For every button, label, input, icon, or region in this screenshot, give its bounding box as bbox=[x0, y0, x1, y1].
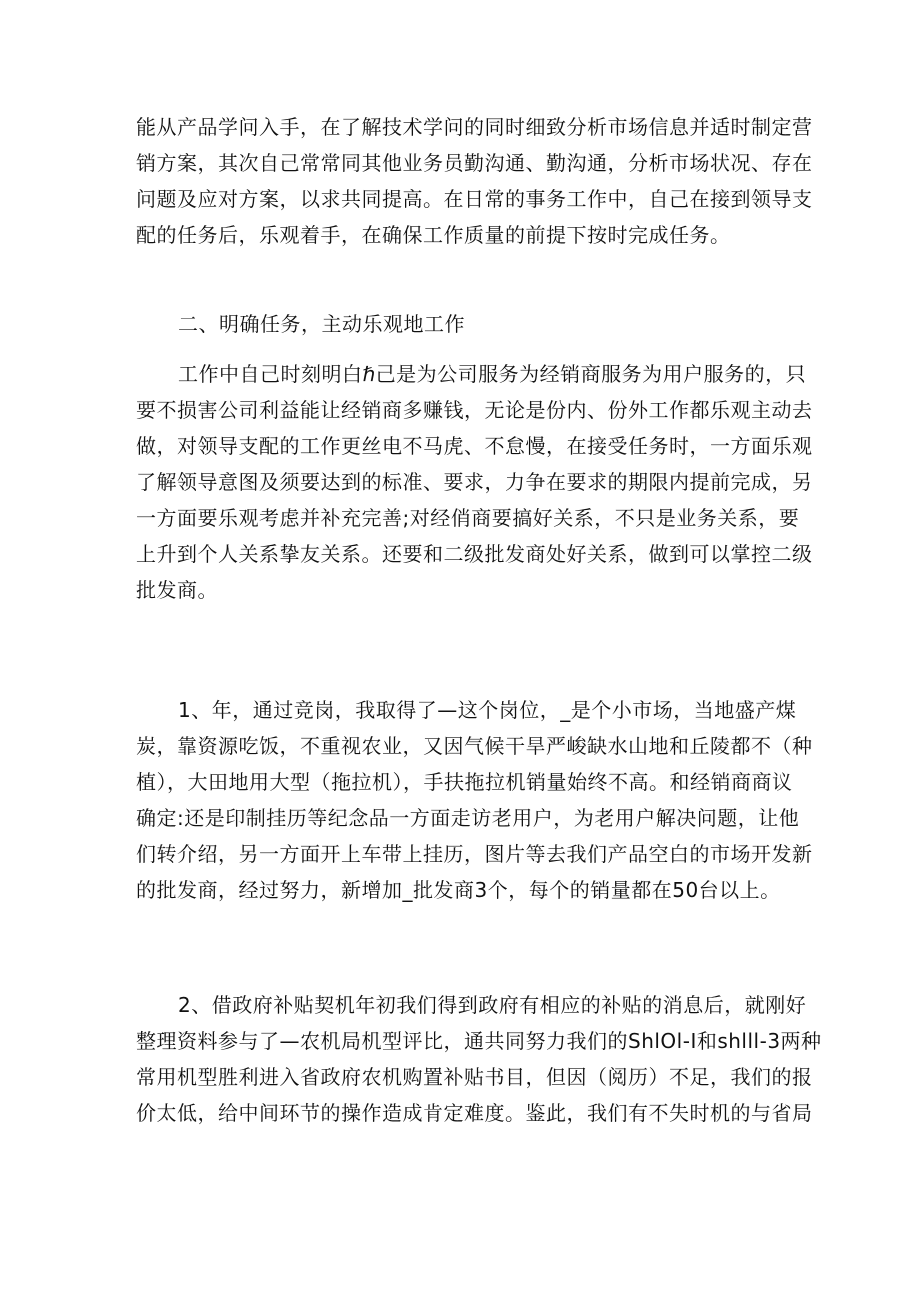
section-heading bbox=[136, 306, 796, 342]
paragraph-line: 整理资料参与了—农机局机型评比，通共同努力我们的ShlOl-I和shlll-3两种 bbox=[136, 1029, 822, 1053]
paragraph-5 bbox=[136, 987, 822, 1131]
paragraph-line: 2、借政府补贴契机年初我们得到政府有相应的补贴的消息后，就刚好 bbox=[178, 993, 807, 1017]
paragraph-line: 批发商。 bbox=[136, 578, 218, 602]
paragraph-line: 配的任务后，乐观着手，在确保工作质量的前提下按时完成任务。 bbox=[136, 223, 731, 247]
section-heading-text: 二、明确任务，主动乐观地工作 bbox=[178, 312, 465, 336]
paragraph-line: 了解领导意图及须要达到的标准、要求，力争在要求的期限内提前完成，另 bbox=[136, 470, 813, 494]
paragraph-line: 做，对领导支配的工作更丝电不马虎、不怠慢，在接受任务时，一方面乐观 bbox=[136, 434, 813, 458]
paragraph-line: 的批发商，经过努力，新增加_批发商3个，每个的销量都在50台以上。 bbox=[136, 878, 781, 902]
paragraph-line: 工作中自己时刻明白ℏ己是为公司服务为经销商服务为用户服务的，只 bbox=[178, 362, 807, 386]
paragraph-line: 们转介绍，另一方面开上车带上挂历，图片等去我们产品空白的市场开发新 bbox=[136, 842, 813, 866]
paragraph-4 bbox=[136, 692, 813, 908]
paragraph-line: 能从产品学问入手，在了解技术学问的同时细致分析市场信息并适时制定营 bbox=[136, 115, 813, 139]
paragraph-line: 问题及应对方案，以求共同提高。在日常的事务工作中，自己在接到领导支 bbox=[136, 187, 813, 211]
paragraph-line: 植），大田地用大型（拖拉机），手扶拖拉机销量始终不高。和经销商商议 bbox=[136, 770, 793, 794]
paragraph-line: 销方案，其次自己常常同其他业务员勤沟通、勤沟通，分析市场状况、存在 bbox=[136, 151, 813, 175]
paragraph-line: 价太低，给中间环节的操作造成肯定难度。鉴此，我们有不失时机的与省局 bbox=[136, 1101, 813, 1125]
paragraph-1 bbox=[136, 109, 813, 253]
paragraph-line: 常用机型胜利进入省政府农机购置补贴书目，但因（阅历）不足，我们的报 bbox=[136, 1065, 813, 1089]
paragraph-3 bbox=[136, 356, 813, 608]
paragraph-line: 炭，靠资源吃饭，不重视农业，又因气候干旱严峻缺水山地和丘陵都不（种 bbox=[136, 734, 813, 758]
paragraph-line: 上升到个人关系挚友关系。还要和二级批发商处好关系，做到可以掌控二级 bbox=[136, 542, 813, 566]
paragraph-line: 要不损害公司利益能让经销商多赚钱，无论是份内、份外工作都乐观主动去 bbox=[136, 398, 813, 422]
paragraph-line: 确定:还是印制挂历等纪念品一方面走访老用户，为老用户解决问题，让他 bbox=[136, 806, 800, 830]
paragraph-line: 1、年，通过竞岗，我取得了—这个岗位，_是个小市场，当地盛产煤 bbox=[178, 698, 797, 722]
paragraph-line: 一方面要乐观考虑并补充完善;对经俏商要搞好关系，不只是业务关系，要 bbox=[136, 506, 800, 530]
